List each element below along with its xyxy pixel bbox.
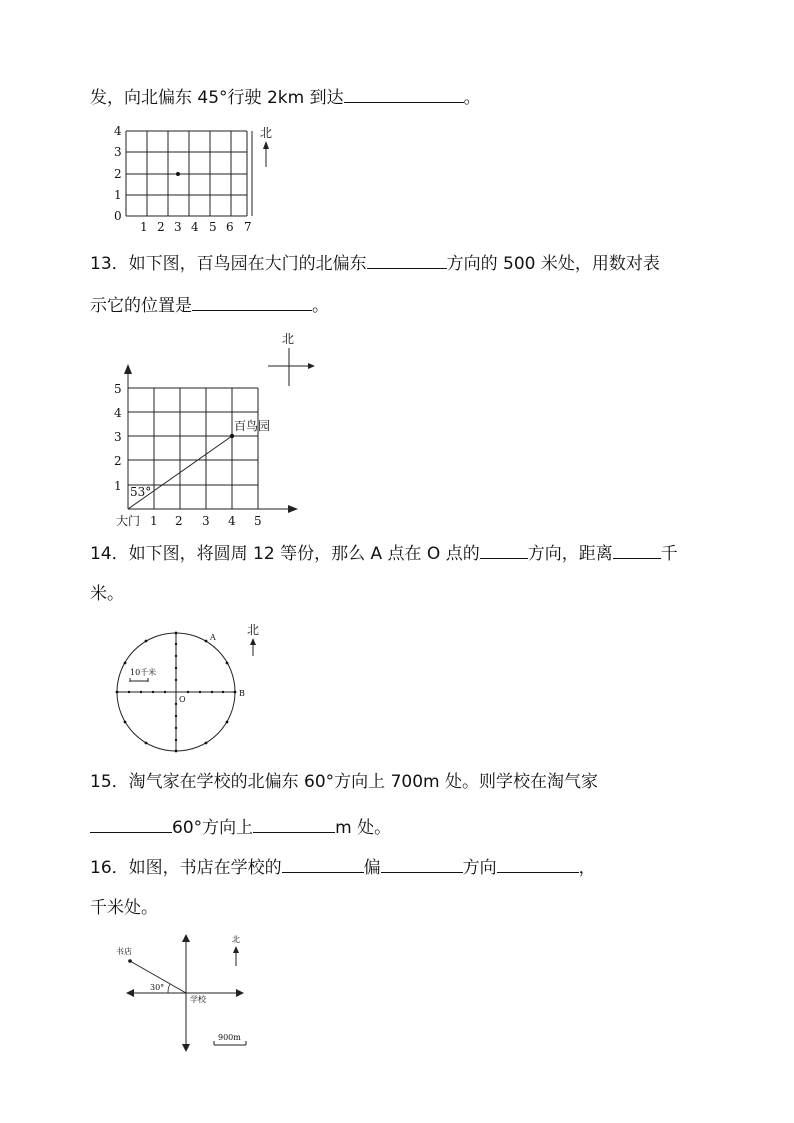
- q16-line1-d: ，: [578, 858, 596, 878]
- q16-figure: [112, 932, 262, 1054]
- q12-text-b: 。: [463, 88, 481, 108]
- q15-line1: 15．淘气家在学校的北偏东 60°方向上 700m 处。则学校在淘气家: [90, 772, 598, 792]
- q16-north-arrow-icon: [233, 946, 239, 966]
- q12-point: [176, 172, 180, 176]
- q13-xtick-1: 1: [150, 514, 158, 528]
- q13-line2: [90, 292, 329, 318]
- q13-angle-label: 53°: [130, 485, 152, 499]
- q12-xtick-5: 5: [209, 220, 217, 234]
- q14-line2: 米。: [90, 584, 124, 604]
- q13-ytick-4: 4: [114, 406, 122, 420]
- q13-line1-a: 13．如下图，百鸟园在大门的北偏东: [90, 254, 367, 274]
- q13-bird-park-point: [230, 434, 234, 438]
- q12-ytick-3: 3: [114, 145, 122, 159]
- q16-line1-c: 方向: [462, 858, 497, 878]
- q12-xtick-3: 3: [174, 220, 182, 234]
- q13-xtick-4: 4: [228, 514, 236, 528]
- q13-ytick-3: 3: [114, 430, 122, 444]
- q15-blank-distance[interactable]: [253, 814, 335, 833]
- q16-line2: 千米处。: [90, 898, 158, 918]
- q12-ytick-0: 0: [114, 209, 122, 223]
- q14-line1-a: 14．如下图，将圆周 12 等份，那么 A 点在 O 点的: [90, 544, 480, 564]
- q16-line1-b: 偏: [363, 858, 381, 878]
- q13-blank-direction[interactable]: [367, 250, 447, 269]
- q14-line1: [90, 540, 678, 566]
- q13-xtick-5: 5: [254, 514, 262, 528]
- q13-ytick-1: 1: [114, 479, 122, 493]
- q16-shop-point: [128, 959, 132, 963]
- q16-blank-2[interactable]: [381, 854, 463, 873]
- q13-origin-label: 大门: [116, 514, 141, 528]
- q13-ytick-5: 5: [114, 382, 122, 396]
- q14-north-label: 北: [247, 623, 260, 637]
- q14-blank-direction[interactable]: [480, 540, 528, 559]
- q13-bird-park-label: 百鸟园: [234, 419, 271, 433]
- q16-line1: [90, 854, 596, 880]
- q16-shop-label: 书店: [116, 947, 132, 956]
- q13-ytick-2: 2: [114, 454, 122, 468]
- q12-north-arrow-icon: [263, 141, 269, 167]
- q16-angle-label: 30°: [150, 983, 165, 992]
- q12-answer-blank[interactable]: [344, 84, 464, 103]
- q13-line2-b: 。: [312, 296, 329, 316]
- q16-school-label: 学校: [190, 995, 206, 1004]
- q13-line1: [90, 250, 660, 276]
- q13-figure: [108, 328, 318, 533]
- q15-blank-direction[interactable]: [90, 814, 172, 833]
- q16-north-label: 北: [232, 935, 240, 944]
- q14-circle-figure: [112, 620, 272, 760]
- q12-xtick-4: 4: [191, 220, 199, 234]
- q12-grid-figure: [110, 123, 290, 235]
- q12-xtick-2: 2: [157, 220, 165, 234]
- q13-line1-b: 方向的 500 米处，用数对表: [446, 254, 660, 274]
- q13-line2-a: 示它的位置是: [90, 296, 192, 316]
- q12-xtick-7: 7: [244, 220, 252, 234]
- q12-ytick-2: 2: [114, 167, 122, 181]
- q14-scale-label: 10千米: [130, 668, 157, 677]
- q14-line1-c: 千: [660, 544, 678, 564]
- q14-label-o: O: [179, 695, 186, 704]
- q13-xtick-3: 3: [202, 514, 210, 528]
- q12-text-a: 发，向北偏东 45°行驶 2km 到达: [90, 88, 344, 108]
- q12-north-label: 北: [260, 126, 273, 140]
- q14-label-b: B: [239, 689, 245, 698]
- q15-line2-b: m 处。: [335, 818, 392, 838]
- q14-line1-b: 方向，距离: [527, 544, 613, 564]
- q15-line2: [90, 814, 391, 840]
- q14-blank-distance[interactable]: [613, 540, 661, 559]
- q14-label-a: A: [210, 633, 216, 642]
- q14-north-arrow-icon: [250, 638, 256, 656]
- q12-ytick-4: 4: [114, 124, 122, 138]
- q12-xtick-1: 1: [140, 220, 148, 234]
- q16-blank-1[interactable]: [282, 854, 364, 873]
- q12-xtick-6: 6: [226, 220, 234, 234]
- q13-north-label: 北: [282, 332, 295, 346]
- q16-blank-3[interactable]: [497, 854, 579, 873]
- q16-scale-label: 900m: [218, 1033, 241, 1042]
- q13-blank-position[interactable]: [192, 292, 312, 311]
- q15-line2-a: 60°方向上: [172, 818, 254, 838]
- q12-ytick-1: 1: [114, 188, 122, 202]
- q12-text: [90, 84, 481, 110]
- q14-scale-bar: [130, 678, 148, 682]
- q13-xtick-2: 2: [175, 514, 183, 528]
- q16-line1-a: 16．如图，书店在学校的: [90, 858, 282, 878]
